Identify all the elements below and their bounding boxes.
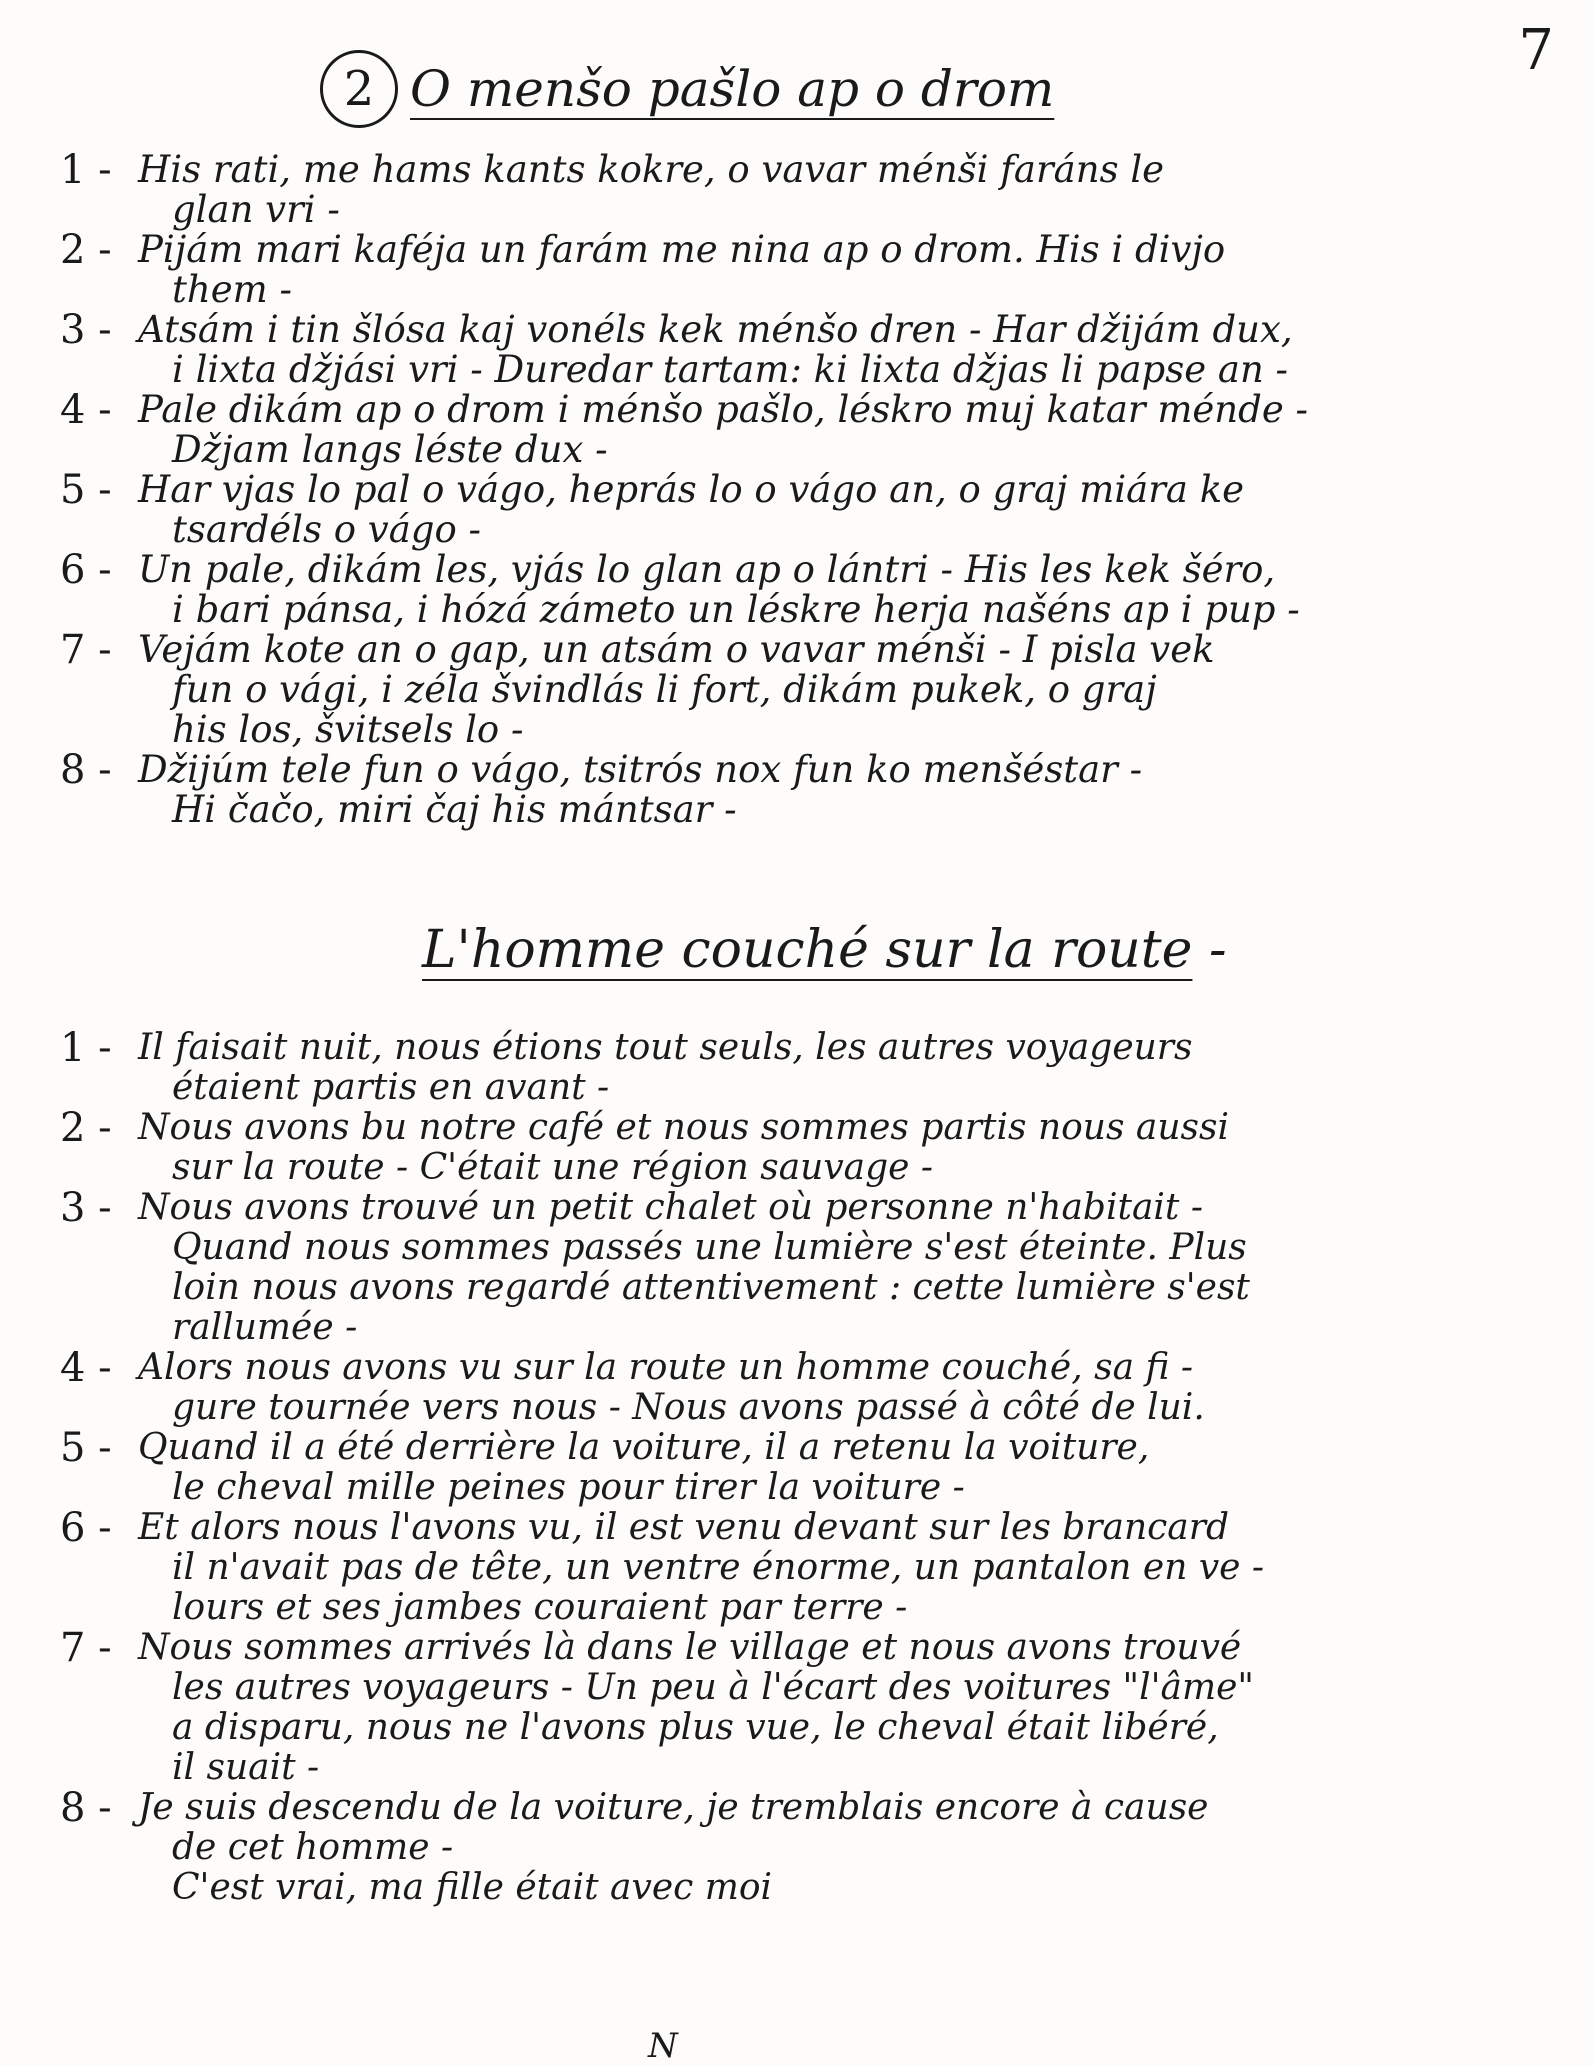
french-item-number: 8 - xyxy=(60,1785,112,1831)
romani-text-list xyxy=(60,147,1560,831)
romani-item-number: 6 - xyxy=(60,547,112,593)
french-text-line: Nous avons trouvé un petit chalet où personne n'habitait - xyxy=(138,1187,1204,1228)
french-item-number: 6 - xyxy=(60,1505,112,1551)
french-item xyxy=(60,1625,1560,1788)
french-text-line: de cet homme - xyxy=(172,1827,454,1868)
romani-text-line: Džjam langs léste dux - xyxy=(172,428,608,471)
story-number-circle: 2 xyxy=(320,50,398,128)
french-text-list xyxy=(60,1025,1560,1908)
romani-item-text xyxy=(138,230,1560,310)
french-text-line: sur la route - C'était une région sauvage - xyxy=(172,1147,934,1188)
french-item xyxy=(60,1345,1560,1428)
french-item-text xyxy=(138,1348,1560,1428)
french-item-number: 1 - xyxy=(60,1025,112,1071)
romani-text-line: Atsám i tin šlósa kaj vonéls kek ménšo dren - Har džijám dux, xyxy=(138,308,1293,351)
french-item-text xyxy=(138,1188,1560,1348)
romani-item xyxy=(60,307,1560,391)
french-item xyxy=(60,1425,1560,1508)
french-text-line: les autres voyageurs - Un peu à l'écart des voitures "l'âme" xyxy=(172,1667,1254,1708)
page-number: 7 xyxy=(1518,18,1554,83)
romani-text-line: Vejám kote an o gap, un atsám o vavar ménši - I pisla vek xyxy=(138,628,1215,671)
french-item xyxy=(60,1505,1560,1628)
french-item-text xyxy=(138,1028,1560,1108)
french-text-line: Et alors nous l'avons vu, il est venu devant sur les brancard xyxy=(138,1507,1230,1548)
romani-text-line: glan vri - xyxy=(172,188,340,231)
romani-item xyxy=(60,747,1560,831)
romani-item-number: 4 - xyxy=(60,387,112,433)
french-text-line: Quand nous sommes passés une lumière s'est éteinte. Plus xyxy=(172,1227,1247,1268)
french-item-text xyxy=(138,1508,1560,1628)
romani-text-line: his los, švitsels lo - xyxy=(172,708,524,751)
french-item-number: 5 - xyxy=(60,1425,112,1471)
romani-item-text xyxy=(138,750,1560,830)
romani-text-line: Džijúm tele fun o vágo, tsitrós nox fun ko menšéstar - xyxy=(138,748,1143,791)
french-text-line: étaient partis en avant - xyxy=(172,1067,610,1108)
romani-title-block xyxy=(320,50,1054,128)
french-item xyxy=(60,1025,1560,1108)
romani-item xyxy=(60,227,1560,311)
french-title-suffix: - xyxy=(1208,920,1227,980)
romani-text-line: His rati, me hams kants kokre, o vavar ménši faráns le xyxy=(138,148,1165,191)
french-text-line: loin nous avons regardé attentivement : cette lumière s'est xyxy=(172,1267,1250,1308)
romani-item-number: 3 - xyxy=(60,307,112,353)
french-item xyxy=(60,1105,1560,1188)
french-text-line: lours et ses jambes couraient par terre - xyxy=(172,1587,908,1628)
romani-text-line: fun o vági, i zéla švindlás li fort, dikám pukek, o graj xyxy=(172,668,1157,711)
french-item-text xyxy=(138,1628,1560,1788)
romani-item-text xyxy=(138,470,1560,550)
bottom-cut-text: N xyxy=(648,2026,678,2066)
romani-item-text xyxy=(138,550,1560,630)
romani-text-line: i lixta džjási vri - Duredar tartam: ki lixta džjas li papse an - xyxy=(172,348,1289,391)
romani-item-text xyxy=(138,630,1560,750)
romani-item-number: 1 - xyxy=(60,147,112,193)
french-title-block xyxy=(422,920,1227,980)
french-text-line: Quand il a été derrière la voiture, il a retenu la voiture, xyxy=(138,1427,1150,1468)
romani-item xyxy=(60,627,1560,751)
romani-item-text xyxy=(138,390,1560,470)
french-item-number: 4 - xyxy=(60,1345,112,1391)
french-item-number: 2 - xyxy=(60,1105,112,1151)
french-text-line: Nous avons bu notre café et nous sommes partis nous aussi xyxy=(138,1107,1230,1148)
french-text-line: Il faisait nuit, nous étions tout seuls, les autres voyageurs xyxy=(138,1027,1193,1068)
romani-item-number: 5 - xyxy=(60,467,112,513)
french-text-line: Je suis descendu de la voiture, je tremblais encore à cause xyxy=(138,1787,1209,1828)
romani-item-number: 2 - xyxy=(60,227,112,273)
french-item-text xyxy=(138,1108,1560,1188)
french-text-line: il n'avait pas de tête, un ventre énorme, un pantalon en ve - xyxy=(172,1547,1265,1588)
french-text-line: Nous sommes arrivés là dans le village et nous avons trouvé xyxy=(138,1627,1242,1668)
french-item-number: 3 - xyxy=(60,1185,112,1231)
romani-item-number: 7 - xyxy=(60,627,112,673)
romani-item xyxy=(60,467,1560,551)
romani-item xyxy=(60,547,1560,631)
romani-text-line: Pijám mari kaféja un farám me nina ap o drom. His i divjo xyxy=(138,228,1226,271)
romani-item-number: 8 - xyxy=(60,747,112,793)
french-item-text xyxy=(138,1788,1560,1908)
romani-item xyxy=(60,387,1560,471)
french-item-number: 7 - xyxy=(60,1625,112,1671)
french-text-line: il suait - xyxy=(172,1747,320,1788)
french-text-line: gure tournée vers nous - Nous avons passé à côté de lui. xyxy=(172,1387,1205,1428)
french-item-text xyxy=(138,1428,1560,1508)
romani-item-text xyxy=(138,150,1560,230)
romani-text-line: Un pale, dikám les, vjás lo glan ap o lántri - His les kek šéro, xyxy=(138,548,1276,591)
french-text-line: C'est vrai, ma fille était avec moi xyxy=(172,1867,773,1908)
romani-text-line: Pale dikám ap o drom i ménšo pašlo, léskro muj katar ménde - xyxy=(138,388,1308,431)
french-item xyxy=(60,1785,1560,1908)
french-text-line: a disparu, nous ne l'avons plus vue, le cheval était libéré, xyxy=(172,1707,1219,1748)
french-text-line: Alors nous avons vu sur la route un homme couché, sa fi - xyxy=(138,1347,1194,1388)
french-text-line: rallumée - xyxy=(172,1307,358,1348)
romani-text-line: Hi čačo, miri čaj his mántsar - xyxy=(172,788,737,831)
romani-title: O menšo pašlo ap o drom xyxy=(410,60,1055,118)
french-title: L'homme couché sur la route xyxy=(422,920,1193,980)
romani-item xyxy=(60,147,1560,231)
romani-text-line: Har vjas lo pal o vágo, heprás lo o vágo an, o graj miára ke xyxy=(138,468,1245,511)
french-text-line: le cheval mille peines pour tirer la voiture - xyxy=(172,1467,965,1508)
french-item xyxy=(60,1185,1560,1348)
romani-text-line: i bari pánsa, i hózá zámeto un léskre herja našéns ap i pup - xyxy=(172,588,1300,631)
romani-text-line: tsardéls o vágo - xyxy=(172,508,481,551)
romani-text-line: them - xyxy=(172,268,292,311)
romani-item-text xyxy=(138,310,1560,390)
